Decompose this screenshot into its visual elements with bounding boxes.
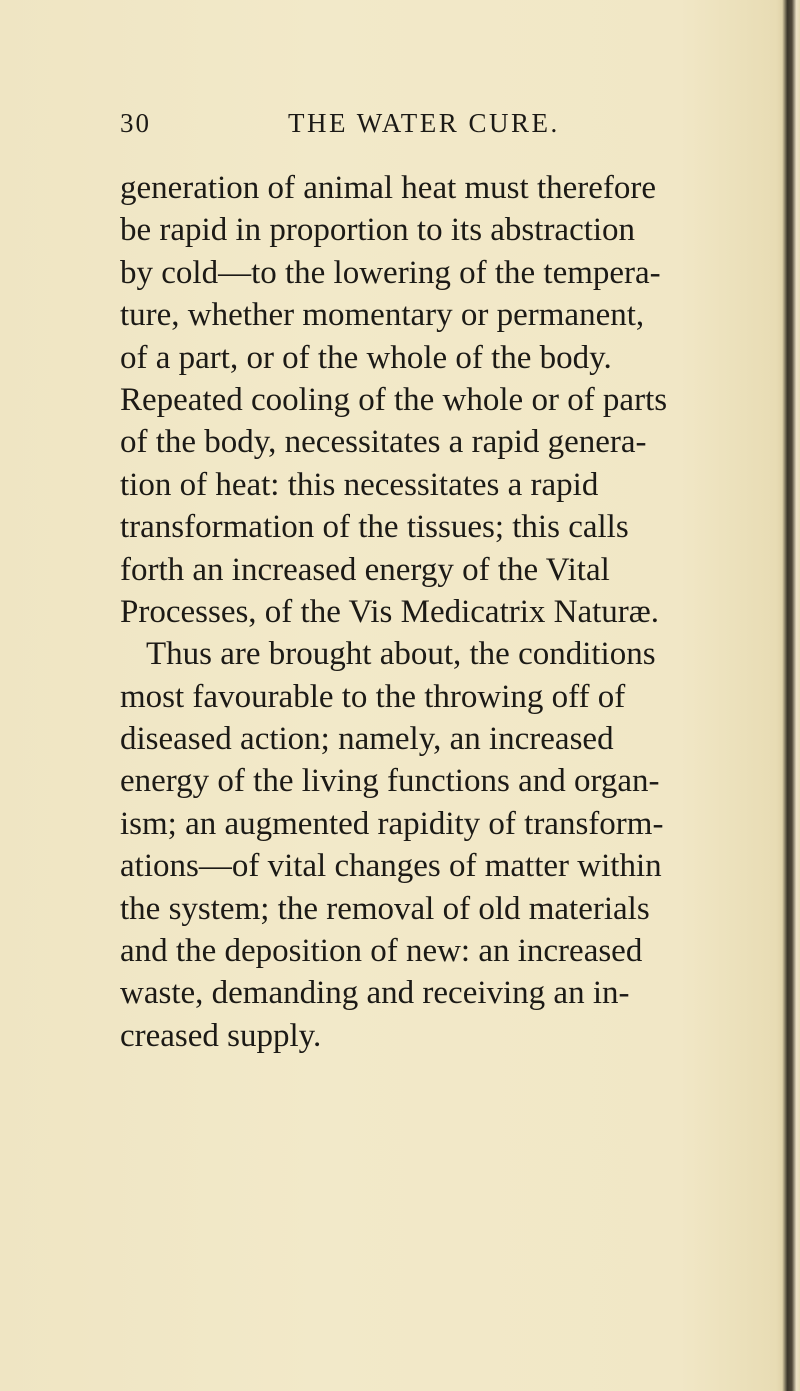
paragraph-start-line: Thus are brought about, the conditions xyxy=(146,636,656,673)
text-line: forth an increased energy of the Vital xyxy=(120,551,610,588)
text-line: by cold—to the lowering of the tempera- xyxy=(120,254,661,291)
text-line: diseased action; namely, an increased xyxy=(120,721,614,758)
text-line: ations—of vital changes of matter within xyxy=(120,848,662,885)
text-line: waste, demanding and receiving an in- xyxy=(120,975,630,1012)
text-line: be rapid in proportion to its abstraction xyxy=(120,212,636,249)
text-line: ture, whether momentary or permanent, xyxy=(120,297,645,334)
page-number: 30 xyxy=(120,108,151,138)
text-line: of the body, necessitates a rapid genera- xyxy=(120,424,647,461)
page-edge-binding xyxy=(782,0,800,1391)
body-text xyxy=(120,167,780,1057)
text-line: most favourable to the throwing off of xyxy=(120,678,626,715)
running-title: THE WATER CURE. xyxy=(288,108,560,138)
text-line: tion of heat: this necessitates a rapid xyxy=(120,466,599,503)
text-line: the system; the removal of old materials xyxy=(120,890,650,927)
text-line: energy of the living functions and organ- xyxy=(120,763,660,800)
text-line: transformation of the tissues; this calls xyxy=(120,509,629,546)
text-line: of a part, or of the whole of the body. xyxy=(120,339,612,376)
text-line: ism; an augmented rapidity of transform- xyxy=(120,805,664,842)
text-line: Repeated cooling of the whole or of parts xyxy=(120,381,668,418)
text-line: and the deposition of new: an increased xyxy=(120,933,643,970)
text-line: creased supply. xyxy=(120,1017,322,1054)
text-line: Processes, of the Vis Medicatrix Naturæ. xyxy=(120,593,660,630)
running-head xyxy=(120,108,680,144)
text-line: generation of animal heat must therefore xyxy=(120,170,657,206)
